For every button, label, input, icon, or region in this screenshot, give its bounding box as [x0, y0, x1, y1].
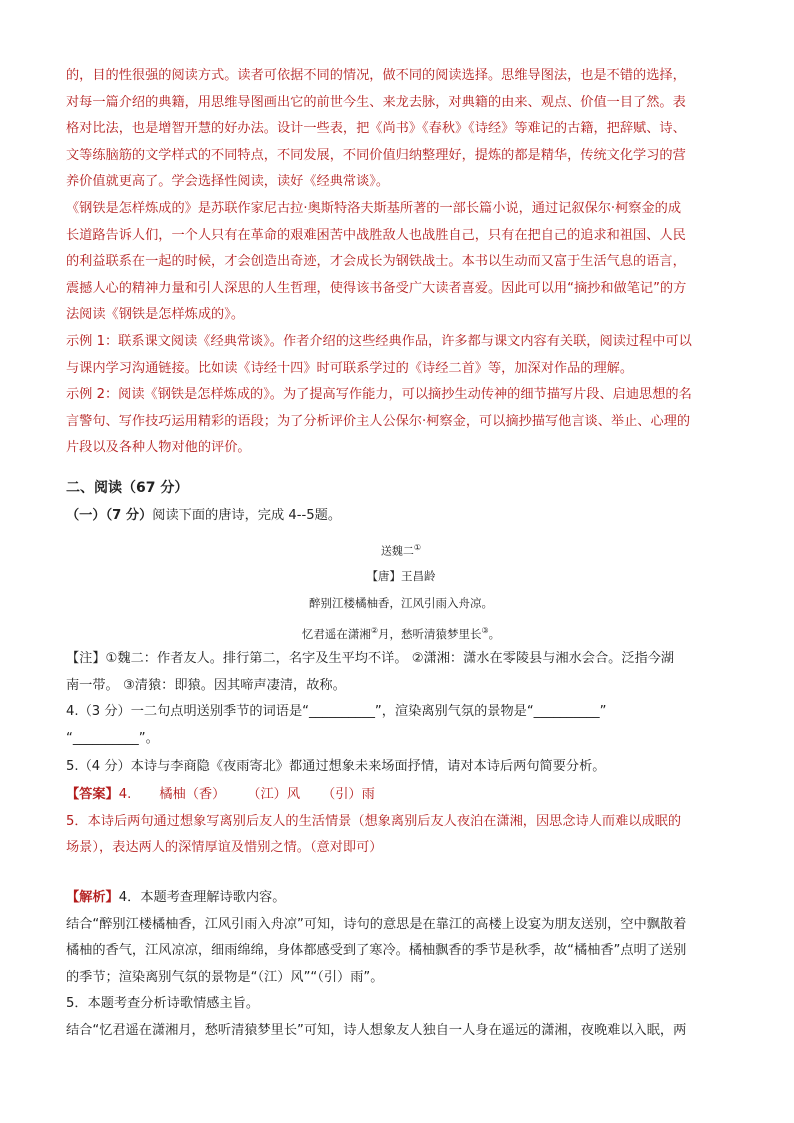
text-line: 片段以及各种人物对他的评价。 — [66, 440, 251, 456]
analysis-line: 的季节；渲染离别气氛的景物是“（江）风”“（引）雨”。 — [66, 969, 384, 985]
analysis-text: 4．本题考查理解诗歌内容。 — [118, 890, 286, 905]
question-4: 4.（3 分）一二句点明送别季节的词语是“__________”，渲染离别气氛的景物是“__________” — [66, 704, 607, 719]
text-line: 言警句、写作技巧运用精彩的语段；为了分析评价主人公保尔·柯察金，可以摘抄描写他言谈、举止、心理的 — [66, 413, 691, 429]
text-line: 长道路告诉人们，一个人只有在革命的艰难困苦中战胜敌人也战胜自己，只有在把自己的追求和祖国、人民 — [66, 227, 686, 243]
answer-num: 4. — [118, 787, 132, 802]
analysis-line: 结合“醉别江楼橘柚香，江风引雨入舟凉”可知，诗句的意思是在靠江的高楼上设宴为朋友送别，空中飘散着 — [66, 916, 687, 932]
poem-title-line — [66, 537, 736, 563]
answer-5-line: 场景），表达两人的深情厚谊及惜别之情。（意对即可） — [66, 840, 383, 856]
analysis-tag: 【解析】 — [66, 890, 119, 905]
text-line: 对每一篇介绍的典籍，用思维导图画出它的前世今生、来龙去脉，对典籍的由来、观点、价值一目了然。表 — [66, 94, 686, 110]
example-1 — [66, 329, 736, 382]
analysis-line: 结合“忆君遥在潇湘月，愁听清猿梦里长”可知，诗人想象友人独自一人身在遥远的潇湘，夜晚难以入眠，两 — [66, 1022, 687, 1038]
part1-instruction — [66, 503, 736, 530]
footnote-mark: ② — [370, 625, 378, 635]
footnote-mark: ① — [413, 543, 422, 552]
poem — [66, 537, 736, 647]
answer-a2: （江）风 — [247, 787, 301, 802]
note-line: 【注】①魏二：作者友人。排行第二，名字及生平均不详。 ②潇湘：潇水在零陵县与湘水会合。泛指今湖 — [66, 651, 675, 666]
example-2 — [66, 382, 736, 462]
poem-notes — [66, 646, 736, 699]
text-line: 养价值就更高了。学会选择性阅读，读好《经典常谈》。 — [66, 174, 390, 190]
poem-author: 【唐】王昌龄 — [366, 568, 436, 583]
gangtie-paragraph — [66, 196, 736, 329]
analysis-line: 5．本题考查分析诗歌情感主旨。 — [66, 996, 260, 1012]
text-line: 与课内学习沟通链接。比如读《诗经十四》时可联系学过的《诗经二首》等，加深对作品的理解。 — [66, 360, 634, 376]
text-line: 的，目的性很强的阅读方式。读者可依据不同的情况，做不同的阅读选择。思维导图法，也是不错的选择， — [66, 68, 686, 83]
section-heading — [66, 475, 736, 502]
part-instruction: 阅读下面的唐诗，完成 4--5题。 — [152, 508, 342, 523]
analysis-line — [66, 885, 736, 912]
intro-paragraph — [66, 63, 736, 196]
poem-line-2-part: 。 — [488, 626, 501, 641]
section-title: 二、阅读（67 分） — [66, 480, 189, 496]
poem-line-1: 醉别江楼橘柚香，江风引雨入舟凉。 — [309, 595, 493, 610]
question-4-cont: “__________”。 — [66, 730, 159, 746]
questions — [66, 699, 736, 781]
text-line: 《钢铁是怎样炼成的》是苏联作家尼古拉·奥斯特洛夫斯基所著的一部长篇小说，通过记叙保尔·柯察金的成 — [66, 201, 682, 216]
text-line: 示例 1：联系课文阅读《经典常谈》。作者介绍的这些经典作品，许多都与课文内容有关联，阅读过程中可以 — [66, 334, 692, 349]
answer-line-4 — [66, 782, 736, 809]
text-line: 格对比法，也是增智开慧的好办法。设计一些表，把《尚书》《春秋》《诗经》等难记的古籍，把辞赋、诗、 — [66, 121, 686, 137]
text-line: 文等练脑筋的文学样式的不同特点，不同发展，不同价值归纳整理好，提炼的都是精华，传统文化学习的营 — [66, 147, 686, 163]
text-line: 示例 2：阅读《钢铁是怎样炼成的》。为了提高写作能力，可以摘抄生动传神的细节描写片段、启迪思想的名 — [66, 387, 692, 402]
poem-title: 送魏二 — [380, 544, 414, 558]
poem-line-2-part: 忆君遥在潇湘 — [301, 626, 371, 641]
question-5: 5.（4 分）本诗与李商隐《夜雨寄北》都通过想象未来场面抒情，请对本诗后两句简要分析。 — [66, 759, 606, 775]
text-line: 震撼人心的精神力量和引人深思的人生哲理，使得该书备受广大读者喜爱。因此可以用“摘抄和做笔记”的方 — [66, 280, 687, 296]
answer-a1: 橘柚（香） — [159, 787, 226, 802]
note-line: 南一带。 ③清猿：即猿。因其啼声凄清，故称。 — [66, 677, 346, 693]
text-line: 法阅读《钢铁是怎样炼成的》。 — [66, 307, 245, 323]
answer-5-line: 5．本诗后两句通过想象写离别后友人的生活情景（想象离别后友人夜泊在潇湘，因思念诗人而难以成眠的 — [66, 813, 682, 829]
part-label: （一）（7 分） — [66, 508, 153, 523]
answer-tag: 【答案】 — [66, 787, 119, 802]
answer-a3: （引）雨 — [322, 787, 375, 802]
text-line: 的利益联系在一起的时候，才会创造出奇迹，才会成长为钢铁战士。本书以生动而又富于生活气息的语言， — [66, 254, 686, 270]
poem-line-2-part: 月，愁听清猿梦里长 — [378, 626, 482, 641]
footnote-mark: ③ — [481, 625, 489, 635]
analysis-line: 橘柚的香气，江风凉凉，细雨绵绵，身体都感受到了寒冷。橘柚飘香的季节是秋季，故“橘柚香”点明了送别 — [66, 943, 687, 959]
answer-block — [66, 782, 736, 862]
analysis-block — [66, 885, 736, 1045]
poem-line-2 — [66, 617, 736, 648]
